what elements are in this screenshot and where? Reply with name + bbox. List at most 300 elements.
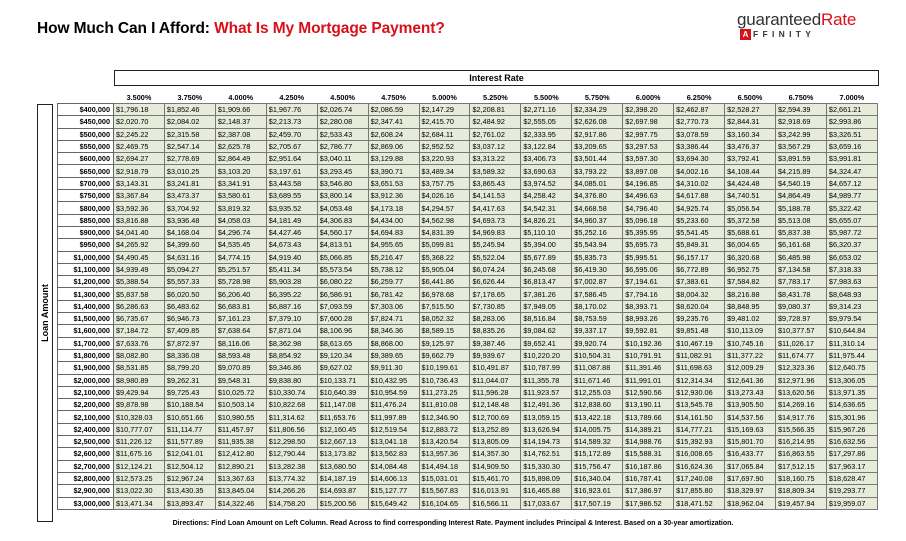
table-row <box>58 263 878 275</box>
payment-cell: $12,590.56 <box>623 386 674 398</box>
payment-cell: $14,777.21 <box>674 423 725 435</box>
payment-cell: $6,074.24 <box>470 263 521 275</box>
payment-cell: $12,640.75 <box>826 362 877 374</box>
payment-cell: $7,872.97 <box>164 337 215 349</box>
payment-cell: $5,233.60 <box>674 214 725 226</box>
loan-amount-cell: $800,000 <box>58 202 114 214</box>
payment-cell: $4,258.42 <box>521 190 572 202</box>
payment-cell: $17,033.67 <box>521 497 572 509</box>
payment-cell: $14,389.21 <box>623 423 674 435</box>
payment-cell: $9,235.76 <box>674 313 725 325</box>
payment-cell: $4,141.53 <box>470 190 521 202</box>
payment-cell: $9,725.43 <box>164 386 215 398</box>
payment-cell: $2,786.77 <box>317 140 368 152</box>
loan-amount-cell: $2,500,000 <box>58 436 114 448</box>
loan-amount-cell: $3,000,000 <box>58 497 114 509</box>
payment-cell: $5,394.00 <box>521 239 572 251</box>
loan-amount-cell: $650,000 <box>58 165 114 177</box>
payment-cell: $4,774.15 <box>215 251 266 263</box>
payment-cell: $8,393.71 <box>623 300 674 312</box>
payment-cell: $16,787.41 <box>623 472 674 484</box>
payment-cell: $8,116.06 <box>215 337 266 349</box>
loan-amount-cell: $2,100,000 <box>58 411 114 423</box>
payment-cell: $9,125.97 <box>419 337 470 349</box>
payment-cell: $19,457.94 <box>775 497 826 509</box>
payment-cell: $4,376.80 <box>572 190 623 202</box>
payment-cell: $7,638.64 <box>215 325 266 337</box>
payment-cell: $5,835.73 <box>572 251 623 263</box>
payment-cell: $8,336.08 <box>164 349 215 361</box>
payment-cell: $8,993.26 <box>623 313 674 325</box>
payment-cell: $6,259.77 <box>368 276 419 288</box>
payment-cell: $6,419.30 <box>572 263 623 275</box>
payment-cell: $1,852.46 <box>164 104 215 116</box>
payment-cell: $13,905.50 <box>725 399 776 411</box>
loan-amount-cell: $2,400,000 <box>58 423 114 435</box>
payment-cell: $2,770.73 <box>674 116 725 128</box>
payment-cell: $9,627.02 <box>317 362 368 374</box>
payment-cell: $3,473.37 <box>164 190 215 202</box>
payment-cell: $6,978.68 <box>419 288 470 300</box>
payment-cell: $16,187.86 <box>623 460 674 472</box>
payment-cell: $14,758.20 <box>266 497 317 509</box>
payment-cell: $7,178.65 <box>470 288 521 300</box>
payment-cell: $3,689.55 <box>266 190 317 202</box>
payment-cell: $12,838.60 <box>572 399 623 411</box>
payment-cell: $11,935.38 <box>215 436 266 448</box>
payment-cell: $7,783.17 <box>775 276 826 288</box>
payment-cell: $11,810.08 <box>419 399 470 411</box>
payment-cell: $8,854.92 <box>266 349 317 361</box>
payment-cell: $4,168.04 <box>164 226 215 238</box>
payment-cell: $3,816.88 <box>114 214 165 226</box>
title-subtitle: What Is My Mortgage Payment? <box>214 20 445 37</box>
payment-cell: $11,087.88 <box>572 362 623 374</box>
loan-amount-cell: $1,800,000 <box>58 349 114 361</box>
payment-cell: $11,457.97 <box>215 423 266 435</box>
table-row <box>58 128 878 140</box>
title-question: How Much Can I Afford: <box>37 20 210 37</box>
rate-header-row <box>58 91 878 104</box>
payment-cell: $5,522.04 <box>470 251 521 263</box>
payment-cell: $13,420.54 <box>419 436 470 448</box>
payment-cell: $2,844.31 <box>725 116 776 128</box>
table-row <box>58 374 878 386</box>
payment-cell: $6,320.37 <box>826 239 877 251</box>
payment-cell: $9,084.62 <box>521 325 572 337</box>
payment-cell: $18,962.04 <box>725 497 776 509</box>
payment-cell: $15,756.47 <box>572 460 623 472</box>
payment-cell: $16,433.77 <box>725 448 776 460</box>
loan-amount-side-header <box>37 104 53 522</box>
payment-cell: $3,313.22 <box>470 153 521 165</box>
table-row <box>58 226 878 238</box>
payment-cell: $10,491.87 <box>470 362 521 374</box>
payment-cell: $6,586.91 <box>317 288 368 300</box>
payment-cell: $2,347.41 <box>368 116 419 128</box>
payment-cell: $11,314.62 <box>266 411 317 423</box>
payment-cell: $6,441.86 <box>419 276 470 288</box>
payment-cell: $4,673.43 <box>266 239 317 251</box>
payment-cell: $15,588.31 <box>623 448 674 460</box>
payment-cell: $8,216.88 <box>725 288 776 300</box>
payment-cell: $2,864.49 <box>215 153 266 165</box>
payment-cell: $4,657.12 <box>826 177 877 189</box>
payment-cell: $8,082.80 <box>114 349 165 361</box>
payment-cell: $7,586.45 <box>572 288 623 300</box>
payment-cell: $5,903.28 <box>266 276 317 288</box>
payment-cell: $10,736.43 <box>419 374 470 386</box>
payment-cell: $19,293.77 <box>826 485 877 497</box>
payment-cell: $2,271.16 <box>521 104 572 116</box>
payment-cell: $13,805.09 <box>470 436 521 448</box>
payment-cell: $4,693.73 <box>470 214 521 226</box>
payment-cell: $14,269.16 <box>775 399 826 411</box>
corner-cell <box>58 91 114 104</box>
payment-cell: $15,801.70 <box>725 436 776 448</box>
payment-cell: $4,053.48 <box>317 202 368 214</box>
rate-header: 4.750% <box>368 91 419 104</box>
logo-word-rate: Rate <box>821 10 857 29</box>
payment-cell: $17,855.80 <box>674 485 725 497</box>
payment-cell: $3,476.37 <box>725 140 776 152</box>
payment-cell: $9,878.98 <box>114 399 165 411</box>
rate-header: 4.500% <box>317 91 368 104</box>
payment-cell: $12,412.80 <box>215 448 266 460</box>
payment-cell: $13,422.18 <box>572 411 623 423</box>
mortgage-payment-table <box>57 91 878 510</box>
payment-cell: $16,624.36 <box>674 460 725 472</box>
payment-cell: $16,013.91 <box>470 485 521 497</box>
payment-cell: $11,806.56 <box>266 423 317 435</box>
payment-cell: $13,190.11 <box>623 399 674 411</box>
rate-header: 6.000% <box>623 91 674 104</box>
payment-cell: $9,314.23 <box>826 300 877 312</box>
payment-cell: $8,283.06 <box>470 313 521 325</box>
payment-cell: $17,963.17 <box>826 460 877 472</box>
payment-cell: $6,683.81 <box>215 300 266 312</box>
table-row <box>58 349 878 361</box>
payment-cell: $6,320.68 <box>725 251 776 263</box>
payment-cell: $14,084.48 <box>368 460 419 472</box>
payment-cell: $12,041.01 <box>164 448 215 460</box>
payment-cell: $16,465.88 <box>521 485 572 497</box>
payment-cell: $3,651.53 <box>368 177 419 189</box>
payment-cell: $12,790.44 <box>266 448 317 460</box>
logo-word-guaranteed: guaranteed <box>737 10 822 29</box>
payment-cell: $11,026.17 <box>775 337 826 349</box>
payment-cell: $4,427.46 <box>266 226 317 238</box>
payment-cell: $2,333.95 <box>521 128 572 140</box>
payment-cell: $11,147.08 <box>317 399 368 411</box>
payment-cell: $3,991.81 <box>826 153 877 165</box>
payment-cell: $17,986.52 <box>623 497 674 509</box>
payment-cell: $13,306.05 <box>826 374 877 386</box>
payment-cell: $15,967.26 <box>826 423 877 435</box>
directions-footnote: Directions: Find Loan Amount on Left Column. Read Across to find corresponding Interest Rate. Payment includes Principal & Interest. Based on a 30-year amortization. <box>172 520 734 527</box>
payment-cell: $6,626.44 <box>470 276 521 288</box>
payment-cell: $10,745.16 <box>725 337 776 349</box>
payment-cell: $2,415.70 <box>419 116 470 128</box>
payment-cell: $12,971.96 <box>775 374 826 386</box>
payment-cell: $15,567.83 <box>419 485 470 497</box>
payment-cell: $5,513.08 <box>775 214 826 226</box>
payment-cell: $3,865.43 <box>470 177 521 189</box>
payment-cell: $3,694.30 <box>674 153 725 165</box>
payment-cell: $9,262.31 <box>164 374 215 386</box>
payment-cell: $8,593.48 <box>215 349 266 361</box>
payment-cell: $15,301.96 <box>826 411 877 423</box>
payment-cell: $5,411.34 <box>266 263 317 275</box>
payment-cell: $2,462.87 <box>674 104 725 116</box>
payment-cell: $8,052.32 <box>419 313 470 325</box>
payment-cell: $14,589.32 <box>572 436 623 448</box>
payment-cell: $11,355.78 <box>521 374 572 386</box>
payment-cell: $4,535.45 <box>215 239 266 251</box>
payment-cell: $10,113.09 <box>725 325 776 337</box>
payment-cell: $12,667.13 <box>317 436 368 448</box>
payment-cell: $4,617.88 <box>674 190 725 202</box>
payment-cell: $12,009.29 <box>725 362 776 374</box>
payment-cell: $2,917.86 <box>572 128 623 140</box>
payment-cell: $3,690.63 <box>521 165 572 177</box>
payment-cell: $3,501.44 <box>572 153 623 165</box>
payment-cell: $4,562.98 <box>419 214 470 226</box>
payment-cell: $5,695.73 <box>623 239 674 251</box>
payment-cell: $5,541.45 <box>674 226 725 238</box>
payment-cell: $9,728.97 <box>775 313 826 325</box>
payment-cell: $6,157.17 <box>674 251 725 263</box>
payment-cell: $11,997.89 <box>368 411 419 423</box>
payment-cell: $12,160.45 <box>317 423 368 435</box>
payment-cell: $16,863.55 <box>775 448 826 460</box>
payment-cell: $4,740.51 <box>725 190 776 202</box>
payment-cell: $5,677.89 <box>521 251 572 263</box>
payment-cell: $7,824.71 <box>368 313 419 325</box>
payment-cell: $4,831.39 <box>419 226 470 238</box>
payment-cell: $2,625.78 <box>215 140 266 152</box>
payment-cell: $2,997.75 <box>623 128 674 140</box>
payment-cell: $3,935.52 <box>266 202 317 214</box>
rate-header: 6.750% <box>775 91 826 104</box>
payment-cell: $3,197.61 <box>266 165 317 177</box>
payment-cell: $7,383.61 <box>674 276 725 288</box>
payment-cell: $10,954.59 <box>368 386 419 398</box>
payment-cell: $10,188.54 <box>164 399 215 411</box>
payment-cell: $5,322.42 <box>826 202 877 214</box>
payment-cell: $3,897.08 <box>623 165 674 177</box>
payment-cell: $6,245.68 <box>521 263 572 275</box>
payment-cell: $7,584.82 <box>725 276 776 288</box>
payment-cell: $2,661.21 <box>826 104 877 116</box>
payment-cell: $7,730.85 <box>470 300 521 312</box>
table-row <box>58 300 878 312</box>
payment-cell: $4,310.02 <box>674 177 725 189</box>
payment-cell: $13,471.34 <box>114 497 165 509</box>
table-row <box>58 362 878 374</box>
payment-cell: $7,409.85 <box>164 325 215 337</box>
table-row <box>58 485 878 497</box>
payment-cell: $2,918.69 <box>775 116 826 128</box>
payment-cell: $12,124.21 <box>114 460 165 472</box>
loan-amount-cell: $2,000,000 <box>58 374 114 386</box>
payment-cell: $13,562.83 <box>368 448 419 460</box>
loan-amount-cell: $700,000 <box>58 177 114 189</box>
payment-cell: $5,110.10 <box>521 226 572 238</box>
payment-cell: $2,952.52 <box>419 140 470 152</box>
payment-cell: $4,173.18 <box>368 202 419 214</box>
payment-cell: $4,813.51 <box>317 239 368 251</box>
payment-cell: $7,318.33 <box>826 263 877 275</box>
payment-cell: $3,040.11 <box>317 153 368 165</box>
payment-cell: $4,041.40 <box>114 226 165 238</box>
payment-cell: $6,080.22 <box>317 276 368 288</box>
payment-cell: $12,700.69 <box>470 411 521 423</box>
payment-cell: $2,084.02 <box>164 116 215 128</box>
payment-cell: $17,507.19 <box>572 497 623 509</box>
payment-cell: $11,674.77 <box>775 349 826 361</box>
payment-cell: $3,589.32 <box>470 165 521 177</box>
payment-cell: $5,837.58 <box>114 288 165 300</box>
table-row <box>58 399 878 411</box>
payment-cell: $10,377.57 <box>775 325 826 337</box>
payment-cell: $9,939.67 <box>470 349 521 361</box>
table-row <box>58 337 878 349</box>
payment-cell: $2,086.59 <box>368 104 419 116</box>
payment-cell: $12,255.03 <box>572 386 623 398</box>
payment-cell: $3,546.80 <box>317 177 368 189</box>
payment-cell: $3,580.61 <box>215 190 266 202</box>
payment-cell: $2,778.69 <box>164 153 215 165</box>
payment-cell: $5,372.58 <box>725 214 776 226</box>
payment-cell: $6,483.62 <box>164 300 215 312</box>
payment-cell: $17,512.15 <box>775 460 826 472</box>
guaranteed-rate-logo <box>737 10 887 50</box>
rate-header: 5.000% <box>419 91 470 104</box>
table-row <box>58 104 878 116</box>
payment-cell: $2,213.73 <box>266 116 317 128</box>
payment-cell: $4,989.77 <box>826 190 877 202</box>
payment-cell: $3,160.34 <box>725 128 776 140</box>
loan-amount-cell: $1,000,000 <box>58 251 114 263</box>
loan-amount-cell: $600,000 <box>58 153 114 165</box>
payment-cell: $4,181.49 <box>266 214 317 226</box>
payment-cell: $3,220.93 <box>419 153 470 165</box>
payment-cell: $13,971.35 <box>826 386 877 398</box>
payment-cell: $15,330.30 <box>521 460 572 472</box>
payment-cell: $5,557.33 <box>164 276 215 288</box>
payment-cell: $12,323.36 <box>775 362 826 374</box>
payment-cell: $5,245.94 <box>470 239 521 251</box>
payment-cell: $2,280.08 <box>317 116 368 128</box>
payment-cell: $9,070.89 <box>215 362 266 374</box>
payment-cell: $12,890.21 <box>215 460 266 472</box>
payment-cell: $5,849.31 <box>674 239 725 251</box>
payment-cell: $7,093.59 <box>317 300 368 312</box>
table-row <box>58 165 878 177</box>
payment-cell: $4,694.83 <box>368 226 419 238</box>
interest-rate-header: Interest Rate <box>114 70 879 86</box>
payment-cell: $4,215.89 <box>775 165 826 177</box>
payment-cell: $13,282.38 <box>266 460 317 472</box>
payment-cell: $6,653.02 <box>826 251 877 263</box>
payment-cell: $9,851.48 <box>674 325 725 337</box>
loan-amount-cell: $1,500,000 <box>58 313 114 325</box>
payment-cell: $18,809.34 <box>775 485 826 497</box>
payment-cell: $1,796.18 <box>114 104 165 116</box>
payment-cell: $2,694.27 <box>114 153 165 165</box>
payment-cell: $8,106.96 <box>317 325 368 337</box>
payment-cell: $9,548.31 <box>215 374 266 386</box>
payment-cell: $11,675.16 <box>114 448 165 460</box>
payment-cell: $3,241.81 <box>164 177 215 189</box>
payment-cell: $6,004.65 <box>725 239 776 251</box>
payment-cell: $3,757.75 <box>419 177 470 189</box>
payment-cell: $9,080.37 <box>775 300 826 312</box>
table-row <box>58 276 878 288</box>
payment-cell: $11,698.63 <box>674 362 725 374</box>
payment-cell: $2,026.74 <box>317 104 368 116</box>
payment-cell: $13,430.35 <box>164 485 215 497</box>
payment-cell: $2,208.81 <box>470 104 521 116</box>
payment-cell: $9,337.17 <box>572 325 623 337</box>
payment-cell: $18,329.97 <box>725 485 776 497</box>
payment-cell: $14,537.56 <box>725 411 776 423</box>
payment-cell: $7,600.28 <box>317 313 368 325</box>
payment-cell: $11,226.12 <box>114 436 165 448</box>
payment-cell: $4,324.47 <box>826 165 877 177</box>
payment-cell: $17,386.97 <box>623 485 674 497</box>
payment-cell: $5,094.27 <box>164 263 215 275</box>
payment-cell: $1,967.76 <box>266 104 317 116</box>
loan-amount-cell: $1,100,000 <box>58 263 114 275</box>
payment-cell: $5,056.54 <box>725 202 776 214</box>
payment-cell: $7,161.23 <box>215 313 266 325</box>
payment-cell: $16,214.95 <box>775 436 826 448</box>
payment-cell: $4,925.74 <box>674 202 725 214</box>
payment-cell: $4,540.19 <box>775 177 826 189</box>
payment-cell: $13,626.94 <box>521 423 572 435</box>
payment-cell: $7,794.16 <box>623 288 674 300</box>
payment-cell: $16,566.11 <box>470 497 521 509</box>
rate-header: 5.750% <box>572 91 623 104</box>
payment-cell: $14,187.19 <box>317 472 368 484</box>
payment-cell: $4,560.17 <box>317 226 368 238</box>
payment-cell: $6,946.73 <box>164 313 215 325</box>
payment-cell: $4,417.63 <box>470 202 521 214</box>
payment-cell: $3,129.88 <box>368 153 419 165</box>
payment-cell: $3,122.84 <box>521 140 572 152</box>
payment-cell: $4,955.65 <box>368 239 419 251</box>
payment-cell: $2,528.27 <box>725 104 776 116</box>
payment-cell: $10,220.20 <box>521 349 572 361</box>
payment-cell: $10,980.55 <box>215 411 266 423</box>
payment-cell: $2,484.92 <box>470 116 521 128</box>
payment-cell: $8,431.78 <box>775 288 826 300</box>
payment-cell: $5,987.72 <box>826 226 877 238</box>
payment-cell: $8,868.00 <box>368 337 419 349</box>
payment-rows <box>58 104 878 510</box>
payment-cell: $10,787.99 <box>521 362 572 374</box>
payment-cell: $8,613.65 <box>317 337 368 349</box>
payment-cell: $6,887.16 <box>266 300 317 312</box>
table-row <box>58 202 878 214</box>
payment-cell: $11,082.91 <box>674 349 725 361</box>
table-row <box>58 239 878 251</box>
payment-cell: $4,631.16 <box>164 251 215 263</box>
payment-cell: $8,848.95 <box>725 300 776 312</box>
loan-amount-cell: $1,900,000 <box>58 362 114 374</box>
